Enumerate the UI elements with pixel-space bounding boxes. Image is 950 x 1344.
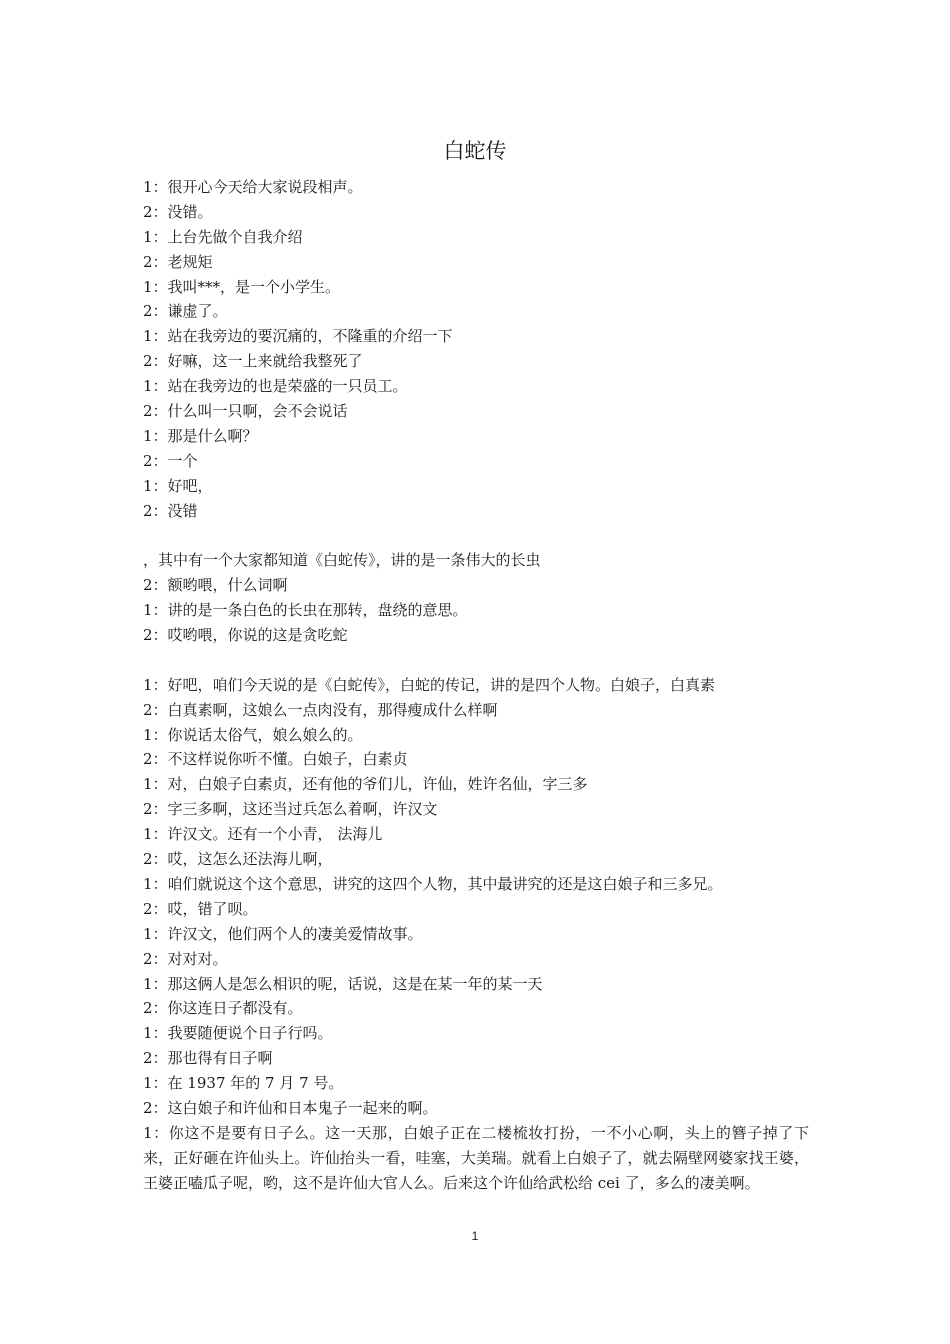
- dialogue-line: 1：上台先做个自我介绍: [143, 227, 303, 246]
- dialogue-line: 2：额哟喂，什么词啊: [143, 576, 288, 595]
- dialogue-line: 2：那也得有日子啊: [143, 1049, 273, 1068]
- dialogue-line: 2：好嘛，这一上来就给我整死了: [143, 352, 363, 371]
- dialogue-line: 1：站在我旁边的要沉痛的，不隆重的介绍一下: [143, 327, 453, 346]
- dialogue-line: 2：这白娘子和许仙和日本鬼子一起来的啊。: [143, 1098, 438, 1117]
- blank-line: [143, 523, 809, 548]
- dialogue-line: 1：咱们就说这个这个意思，讲究的这四个人物，其中最讲究的还是这白娘子和三多兄。: [143, 874, 723, 893]
- document-title: 白蛇传: [443, 139, 507, 163]
- dialogue-line: 1：许汉文，他们两个人的凄美爱情故事。: [143, 924, 423, 943]
- dialogue-line: 2：没错。: [143, 202, 213, 221]
- dialogue-line: 2：哎哟喂，你说的这是贪吃蛇: [143, 626, 348, 645]
- dialogue-line: 2：字三多啊，这还当过兵怎么着啊，许汉文: [143, 800, 438, 819]
- blank-line: [143, 648, 809, 673]
- dialogue-line: 1：好吧，咱们今天说的是《白蛇传》，白蛇的传记，讲的是四个人物。白娘子，白真素: [143, 675, 716, 694]
- dialogue-line: 1：很开心今天给大家说段相声。: [143, 178, 363, 196]
- dialogue-line: 2：谦虚了。: [143, 302, 228, 321]
- dialogue-line: 2：不这样说你听不懂。白娘子，白素贞: [143, 750, 408, 769]
- dialogue-line: 1：许汉文。还有一个小青， 法海儿: [143, 825, 383, 844]
- dialogue-line: 2：什么叫一只啊，会不会说话: [143, 402, 348, 421]
- dialogue-paragraph: 1：你这不是要有日子么。这一天那，白娘子正在二楼梳妆打扮，一不小心啊，头上的簪子掉了下来，正好砸在许仙头上。许仙抬头一看，哇塞，大美瑞。就看上白娘子了，就去隔壁网婆家找王婆，王婆正嗑瓜子呢，哟，这不是许仙大官人么。后来这个许仙给武松给 cei 了，多么的凄美啊。: [143, 1123, 809, 1192]
- page-number: 1: [471, 1229, 479, 1243]
- dialogue-line: 2：对对对。: [143, 949, 228, 968]
- dialogue-line: 1：在 1937 年的 7 月 7 号。: [143, 1074, 344, 1093]
- dialogue-line: ，其中有一个大家都知道《白蛇传》，讲的是一条伟大的长虫: [143, 551, 541, 570]
- dialogue-line: 1：你说话太俗气，娘么娘么的。: [143, 725, 363, 744]
- dialogue-line: 2：白真素啊，这娘么一点肉没有，那得瘦成什么样啊: [143, 700, 498, 719]
- dialogue-line: 2：哎，错了呗。: [143, 899, 258, 918]
- document-body: [143, 175, 809, 1196]
- dialogue-line: 2：老规矩: [143, 252, 213, 271]
- dialogue-line: 2：没错: [143, 501, 198, 520]
- dialogue-line: 2：一个: [143, 451, 198, 470]
- dialogue-line: 1：站在我旁边的也是荣盛的一只员工。: [143, 377, 408, 396]
- dialogue-line: 1：那这俩人是怎么相识的呢，话说，这是在某一年的某一天: [143, 974, 543, 993]
- dialogue-line: 1：我叫***，是一个小学生。: [143, 277, 341, 296]
- dialogue-line: 1：那是什么啊？: [143, 426, 258, 445]
- dialogue-line: 1：对，白娘子白素贞，还有他的爷们儿，许仙，姓许名仙，字三多: [143, 775, 588, 794]
- dialogue-line: 2：你这连日子都没有。: [143, 999, 303, 1018]
- dialogue-line: 1：讲的是一条白色的长虫在那转，盘绕的意思。: [143, 601, 468, 620]
- dialogue-line: 1：好吧，: [143, 476, 213, 495]
- dialogue-line: 2：哎，这怎么还法海儿啊，: [143, 850, 333, 869]
- dialogue-line: 1：我要随便说个日子行吗。: [143, 1024, 333, 1043]
